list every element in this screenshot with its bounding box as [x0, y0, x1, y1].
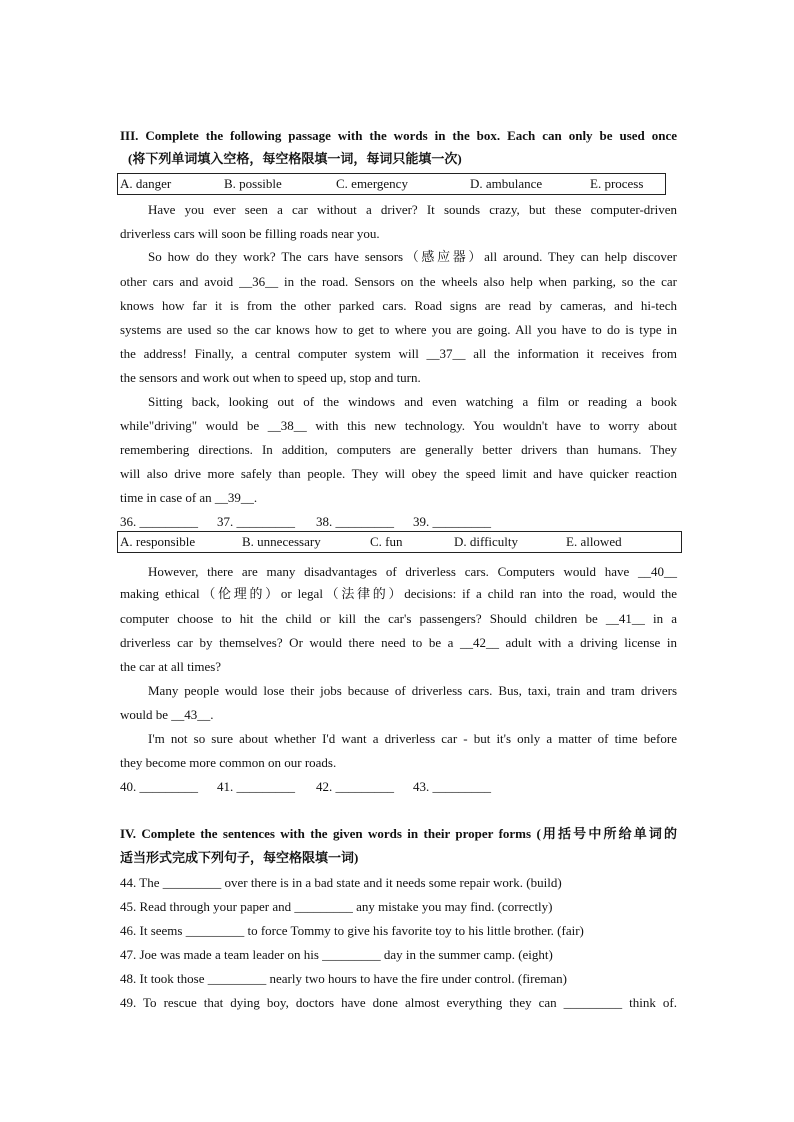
- section-4-heading-cn: 适当形式完成下列句子，每空格限填一词): [120, 850, 359, 865]
- passage-line: the sensors and work out when to speed up, stop and turn.: [120, 370, 421, 385]
- answer-blank[interactable]: 40. _________: [120, 779, 198, 794]
- answer-blanks-40-43: [120, 779, 677, 795]
- sentence-item: 48. It took those _________ nearly two hours to have the fire under control. (fireman): [120, 971, 567, 986]
- passage-line: I'm not so sure about whether I'd want a driverless car - but it's only a matter of time before: [148, 731, 677, 746]
- passage-line: the car at all times?: [120, 659, 222, 674]
- word-option: B. possible: [224, 176, 282, 191]
- passage-line: systems are used so the car knows how to get to where you are going. All you have to do is type in: [120, 322, 677, 337]
- section-4-heading: IV. Complete the sentences with the given words in their proper forms (用括号中所给单词的: [120, 826, 677, 841]
- word-option: E. process: [590, 176, 644, 191]
- passage-line: Sitting back, looking out of the windows and even watching a film or reading a book: [148, 394, 677, 409]
- passage-line: Many people would lose their jobs because of driverless cars. Bus, taxi, train and tram drivers: [148, 683, 677, 698]
- answer-blank[interactable]: 36. _________: [120, 514, 198, 529]
- answer-blank[interactable]: 42. _________: [316, 779, 394, 794]
- passage-line: knows how far it is from the other parked cars. Road signs are read by cameras, and hi-tech: [120, 298, 677, 313]
- passage-line: time in case of an __39__.: [120, 490, 258, 505]
- word-option: C. emergency: [336, 176, 408, 191]
- passage-line: remembering directions. In addition, computers are generally better drivers than humans. They: [120, 442, 677, 457]
- passage-line: driverless cars will soon be filling roads near you.: [120, 226, 380, 241]
- section-3-heading-cn: (将下列单词填入空格，每空格限填一词，每词只能填一次): [128, 151, 462, 166]
- word-option: A. responsible: [120, 534, 196, 549]
- word-option: A. danger: [120, 176, 172, 191]
- answer-blank[interactable]: 43. _________: [413, 779, 491, 794]
- passage-line: making ethical（伦理的）or legal（法律的）decisions: if a child ran into the road, would the: [120, 586, 677, 601]
- word-box-1: [117, 173, 666, 195]
- sentence-item: 44. The _________ over there is in a bad state and it needs some repair work. (build): [120, 875, 562, 890]
- answer-blanks-36-39: [120, 514, 677, 530]
- word-option: B. unnecessary: [242, 534, 321, 549]
- word-option: D. ambulance: [470, 176, 543, 191]
- word-option: D. difficulty: [454, 534, 519, 549]
- passage-line: However, there are many disadvantages of driverless cars. Computers would have __40__: [148, 564, 677, 579]
- passage-line: So how do they work? The cars have sensors（感应器）all around. They can help discover: [148, 249, 677, 264]
- passage-line: computer choose to hit the child or kill the car's passengers? Should children be __41__ in a: [120, 611, 677, 626]
- passage-line: they become more common on our roads.: [120, 755, 337, 770]
- passage-line: would be __43__.: [120, 707, 214, 722]
- passage-line: will also drive more safely than people. They will obey the speed limit and have quicker reaction: [120, 466, 677, 481]
- answer-blank[interactable]: 38. _________: [316, 514, 394, 529]
- passage-line: other cars and avoid __36__ in the road. Sensors on the wheels also help when parking, so the car: [120, 274, 677, 289]
- passage-line: the address! Finally, a central computer system will __37__ all the information it receives from: [120, 346, 677, 361]
- sentence-item: 47. Joe was made a team leader on his _________ day in the summer camp. (eight): [120, 947, 553, 962]
- sentence-item: 49. To rescue that dying boy, doctors have done almost everything they can _________ think of.: [120, 995, 677, 1010]
- answer-blank[interactable]: 39. _________: [413, 514, 491, 529]
- answer-blank[interactable]: 37. _________: [217, 514, 295, 529]
- word-option: C. fun: [370, 534, 403, 549]
- passage-line: Have you ever seen a car without a driver? It sounds crazy, but these computer-driven: [148, 202, 677, 217]
- passage-line: while"driving" would be __38__ with this new technology. You wouldn't have to worry about: [120, 418, 677, 433]
- word-option: E. allowed: [566, 534, 622, 549]
- sentence-item: 46. It seems _________ to force Tommy to give his favorite toy to his little brother. (fair): [120, 923, 584, 938]
- word-box-2: [117, 531, 682, 553]
- passage-line: driverless car by themselves? Or would there need to be a __42__ adult with a driving license in: [120, 635, 677, 650]
- sentence-item: 45. Read through your paper and _________ any mistake you may find. (correctly): [120, 899, 553, 914]
- answer-blank[interactable]: 41. _________: [217, 779, 295, 794]
- section-3-heading: III. Complete the following passage with the words in the box. Each can only be used once: [120, 128, 677, 143]
